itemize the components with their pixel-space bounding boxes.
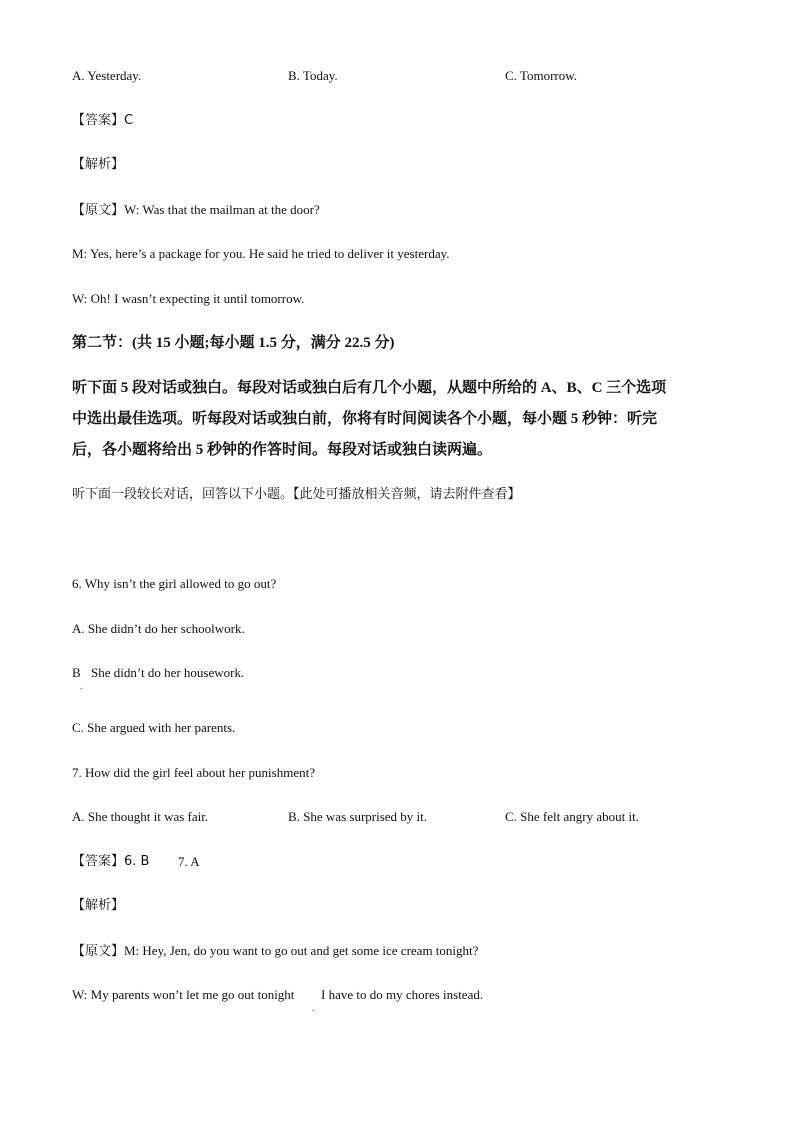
section2-instructions-line-1: 听下面 5 段对话或独白。每段对话或独白后有几个小题，从题中所给的 A、B、C 三个选项 (72, 380, 667, 396)
q6-option-b-text: She didn’t do her housework. (91, 665, 245, 680)
q5-option-a: A. Yesterday. (72, 68, 142, 83)
section2-title: 第二节：(共 15 小题;每小题 1.5 分，满分 22.5 分) (72, 335, 395, 351)
q67-transcript-line-1: 【原文】M: Hey, Jen, do you want to go out and get some ice cream tonight? (72, 943, 479, 958)
q67-answer-label: 【答案】6. B (72, 854, 150, 869)
q6-option-b-dot: . (80, 681, 83, 692)
q6-option-a: A. She didn’t do her schoolwork. (72, 621, 245, 636)
q67-transcript-dot: . (312, 1003, 315, 1014)
q5-analysis-label: 【解析】 (72, 157, 125, 172)
q67-analysis-label: 【解析】 (72, 898, 125, 913)
listen-note: 听下面一段较长对话，回答以下小题。【此处可播放相关音频，请去附件查看】 (72, 487, 521, 502)
q7-option-a: A. She thought it was fair. (72, 809, 209, 824)
q67-answer-second: 7. A (178, 854, 200, 869)
q5-transcript-line-2: M: Yes, here’s a package for you. He said he tried to deliver it yesterday. (72, 246, 450, 261)
section2-instructions-line-2: 中选出最佳选项。听每段对话或独白前，你将有时间阅读各个小题，每小题 5 秒钟：听完 (72, 411, 658, 427)
q5-transcript-line-1: 【原文】W: Was that the mailman at the door? (72, 202, 320, 217)
q5-transcript-line-3: W: Oh! I wasn’t expecting it until tomorrow. (72, 291, 305, 306)
q67-transcript-line-2b: I have to do my chores instead. (321, 987, 484, 1002)
q5-option-b: B. Today. (288, 68, 338, 83)
q6-question: 6. Why isn’t the girl allowed to go out? (72, 576, 277, 591)
q7-question: 7. How did the girl feel about her punishment? (72, 765, 315, 780)
section2-instructions-line-3: 后，各小题将给出 5 秒钟的作答时间。每段对话或独白读两遍。 (72, 442, 493, 458)
q5-answer: 【答案】C (72, 113, 134, 128)
q6-option-c: C. She argued with her parents. (72, 720, 236, 735)
q7-option-b: B. She was surprised by it. (288, 809, 428, 824)
q7-option-c: C. She felt angry about it. (505, 809, 639, 824)
q5-option-c: C. Tomorrow. (505, 68, 578, 83)
q67-transcript-line-2a: W: My parents won’t let me go out tonight (72, 987, 295, 1002)
q6-option-b-letter: B (72, 665, 81, 680)
